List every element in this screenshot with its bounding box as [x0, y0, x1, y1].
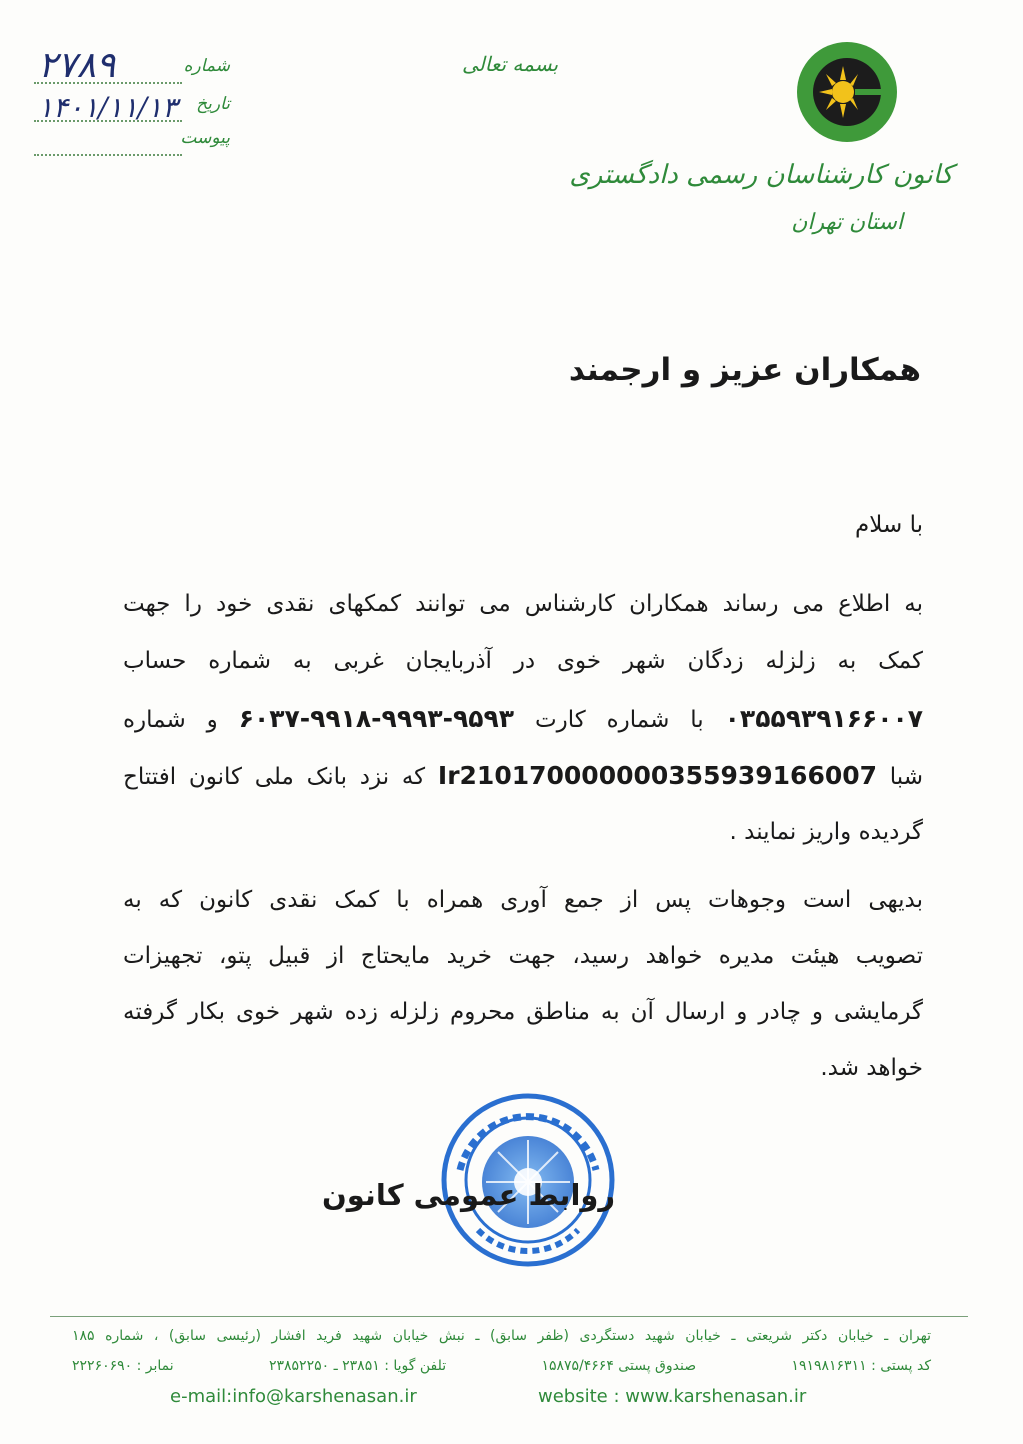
basmala: بسمه تعالی	[462, 52, 559, 76]
sun-emblem-icon	[795, 40, 899, 144]
organization-name: کانون کارشناسان رسمی دادگستری	[569, 160, 953, 190]
paragraph-line: گرمایشی و چادر و ارسال آن به مناطق محروم زلزله زده شهر خوی بکار گرفته	[123, 999, 923, 1025]
signature-text: روابط عمومی کانون	[322, 1178, 616, 1212]
letter-date-value: ۱۴۰۱/۱۱/۱۳	[38, 91, 178, 124]
paragraph-usage	[123, 872, 923, 1096]
footer-address: تهران ـ خیابان دکتر شریعتی ـ خیابان شهید دستگردی (ظفر سابق) ـ نبش خیابان شهید فرید افشار (رئیسی سابق) ، شماره ۱۸۵	[72, 1328, 931, 1344]
letter-number-value: ۲۷۸۹	[38, 45, 116, 86]
paragraph-line: بدیهی است وجوهات پس از جمع آوری همراه با کمک نقدی کانون که به	[123, 887, 923, 913]
footer-email: e-mail:info@karshenasan.ir	[170, 1386, 417, 1407]
card-number: ۶۰۳۷-۹۹۱۸-۹۹۹۳-۹۵۹۳	[238, 704, 515, 733]
paragraph-line: به اطلاع می رساند همکاران کارشناس می توانند کمکهای نقدی خود را جهت	[123, 591, 923, 617]
footer-contacts	[72, 1358, 931, 1374]
letter-date-label: تاریخ	[196, 94, 230, 114]
footer-phone: تلفن گویا : ۲۳۸۵۱ ـ ۲۳۸۵۲۲۵۰	[268, 1358, 447, 1374]
sheba-number: Ir210170000000355939166007	[437, 761, 878, 790]
paragraph-line: گردیده واریز نمایند .	[729, 819, 923, 845]
footer-divider	[50, 1316, 968, 1317]
footer-fax: نمابر : ۲۲۲۶۰۶۹۰	[72, 1358, 174, 1374]
paragraph-line	[123, 690, 923, 747]
paragraph-donation	[123, 576, 923, 861]
bank-text: که نزد بانک ملی کانون افتتاح	[123, 764, 426, 790]
footer-postal-code: کد پستی : ۱۹۱۹۸۱۶۳۱۱	[791, 1358, 931, 1374]
organization-province: استان تهران	[791, 210, 903, 235]
attachment-label: پیوست	[180, 128, 230, 148]
footer-po-box: صندوق پستی ۱۵۸۷۵/۴۶۶۴	[541, 1358, 697, 1374]
paragraph-line	[123, 747, 923, 804]
paragraph-line: تصویب هیئت مدیره خواهد رسید، جهت خرید مایحتاج از قبیل پتو، تجهیزات	[123, 943, 923, 969]
greeting: با سلام	[855, 512, 923, 538]
dotted-line	[34, 154, 182, 156]
footer-website: website : www.karshenasan.ir	[538, 1386, 807, 1407]
card-prefix: با شماره کارت	[534, 707, 704, 733]
account-number: ۰۳۵۵۹۳۹۱۶۶۰۰۷	[724, 704, 924, 733]
letter-number-field	[30, 45, 230, 92]
attachment-field	[30, 124, 230, 164]
paragraph-line: خواهد شد.	[820, 1055, 923, 1081]
paragraph-line: کمک به زلزله زدگان شهر خوی در آذربایجان غربی به شماره حساب	[123, 648, 923, 674]
sheba-label: شبا	[889, 764, 924, 790]
letter-heading: همکاران عزیز و ارجمند	[568, 352, 921, 388]
letter-number-label: شماره	[183, 56, 230, 76]
and-number-text: و شماره	[123, 707, 218, 733]
